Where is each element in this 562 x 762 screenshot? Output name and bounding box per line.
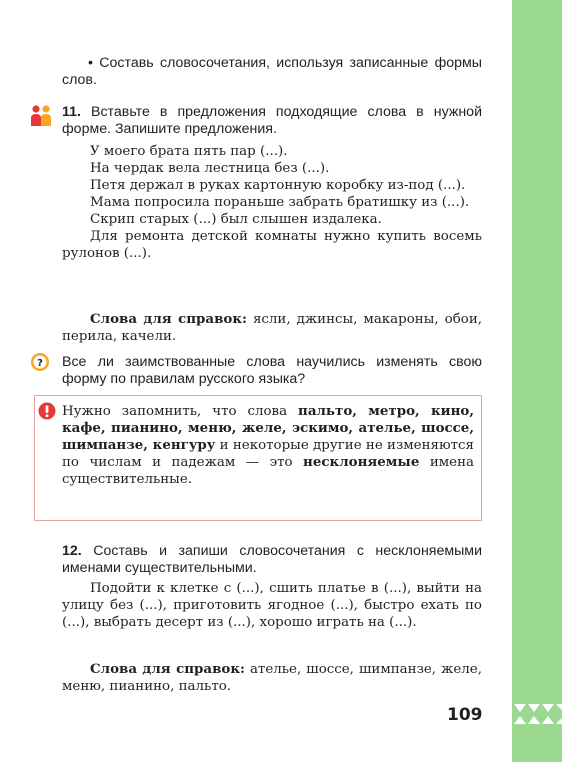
reference-words: ателье, шоссе, шимпанзе, желе, меню, пианино, пальто. (62, 662, 482, 694)
sentence: У моего брата пять пар (...). (90, 144, 288, 159)
pair-work-icon (30, 104, 52, 128)
sentence: Петя держал в руках картонную коробку из-под (...). (90, 178, 466, 193)
sentence: Скрип старых (...) был слышен издалека. (90, 212, 382, 227)
intro-paragraph (62, 55, 482, 89)
reference-label: Слова для справок: (90, 311, 247, 327)
sentence: Мама попросила пораньше забрать братишку из (...). (90, 195, 470, 210)
sentence: Для ремонта детской комнаты нужно купить восемь рулонов (...). (62, 229, 482, 261)
rule-words: пальто, метро, кино, кафе, пианино, меню, желе, эскимо, ателье, шоссе, шимпанзе, кенгуру (62, 403, 474, 453)
task-text: Подойти к клетке с (...), сшить платье в (...), выйти на улицу без (...), приготовить ягодное (...), быстро ехать по (...), выбрать десерт из (...), хорошо играть на (...). (62, 581, 482, 630)
rule-end: имена существительные. (62, 455, 474, 487)
question-text: Все ли заимствованные слова научились изменять свою форму по правилам русского языка? (62, 354, 482, 387)
rule-middle: и некоторые другие не изменяются по числам и падежам — это (62, 438, 474, 470)
ornament-icon (512, 702, 562, 726)
svg-text:?: ? (37, 358, 43, 369)
question-paragraph (62, 354, 482, 388)
task-number: 12. (62, 543, 82, 559)
intro-text: Составь словосочетания, используя записанные формы слов. (62, 55, 482, 88)
question-icon (30, 352, 50, 372)
reference-words: ясли, джинсы, макароны, обои, перила, качели. (62, 312, 482, 344)
task-instruction: Вставьте в предложения подходящие слова в нужной форме. Запишите предложения. (62, 104, 482, 137)
task-11-sentences (62, 143, 482, 262)
task-instruction: Составь и запиши словосочетания с несклоняемыми именами существительными. (62, 543, 482, 576)
task-number: 11. (62, 104, 81, 120)
rule-text (62, 403, 474, 488)
rule-intro: Нужно запомнить, что слова (62, 404, 299, 419)
sentence: На чердак вела лестница без (...). (90, 161, 330, 176)
task-11-instruction (62, 104, 482, 138)
exclamation-icon (38, 402, 56, 420)
task-11-reference (62, 311, 482, 345)
task-12-text (62, 580, 482, 631)
reference-label: Слова для справок: (90, 661, 245, 677)
task-12-reference (62, 661, 482, 695)
task-12-instruction (62, 543, 482, 577)
bullet: • (88, 55, 93, 71)
page-number: 109 (447, 705, 483, 725)
rule-term: несклоняемые (303, 454, 420, 470)
side-strip (512, 0, 562, 762)
